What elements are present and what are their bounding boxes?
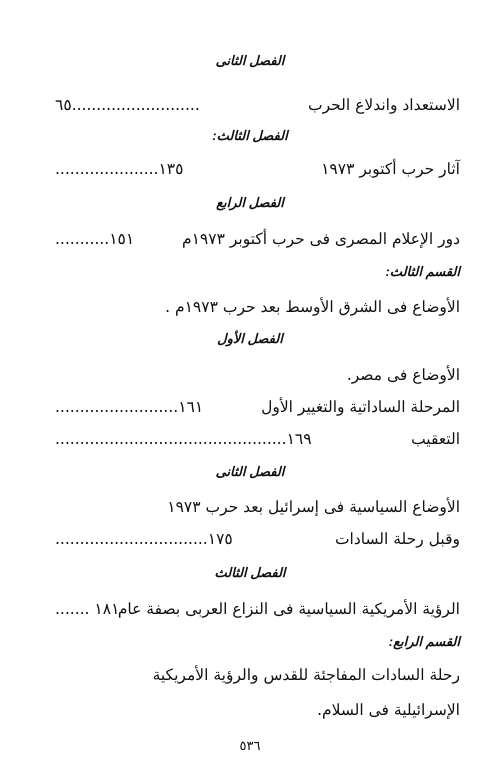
toc-entry bbox=[55, 396, 460, 418]
toc-entry-title: آثار حرب أكتوبر ١٩٧٣ bbox=[321, 160, 460, 178]
toc-entry-title: الرؤية الأمريكية السياسية فى النزاع العربى بصفة عام bbox=[117, 600, 460, 618]
toc-entry bbox=[55, 158, 460, 180]
toc-entry-title: المرحلة الساداتية والتغيير الأول bbox=[261, 398, 460, 416]
toc-entry-title: وقبل رحلة السادات bbox=[334, 530, 460, 548]
chapter-heading: الفصل الثالث: bbox=[212, 128, 288, 143]
toc-line: رحلة السادات المفاجئة للقدس والرؤية الأمريكية bbox=[152, 666, 460, 684]
toc-entry-title: التعقيب bbox=[411, 430, 460, 448]
toc-entry-page: ١٣٥..................... bbox=[55, 160, 184, 178]
toc-entry bbox=[55, 528, 460, 550]
chapter-heading: الفصل الثانى bbox=[215, 464, 285, 479]
toc-entry bbox=[55, 598, 460, 620]
chapter-heading: الفصل الرابع bbox=[216, 195, 284, 210]
toc-line: الأوضاع السياسية فى إسرائيل بعد حرب ١٩٧٣ bbox=[167, 498, 460, 516]
chapter-heading: الفصل الأول bbox=[217, 331, 283, 346]
toc-entry bbox=[55, 228, 460, 250]
toc-entry-page: ١٥١........... bbox=[55, 230, 135, 248]
toc-entry-page: ١٦١......................... bbox=[55, 398, 204, 416]
toc-line: الأوضاع فى الشرق الأوسط بعد حرب ١٩٧٣م . bbox=[165, 298, 460, 316]
toc-entry bbox=[55, 94, 460, 116]
toc-entry-title: دور الإعلام المصرى فى حرب أكتوبر ١٩٧٣م bbox=[181, 230, 460, 248]
chapter-heading: الفصل الثالث bbox=[214, 565, 286, 580]
toc-entry-page: ١٦٩............................................... bbox=[55, 430, 312, 448]
toc-entry-page: ١٧٥............................... bbox=[55, 530, 233, 548]
toc-entry bbox=[55, 428, 460, 450]
toc-entry-page: ..........................٦٥ bbox=[55, 96, 200, 114]
toc-line: الإسرائيلية فى السلام. bbox=[317, 701, 460, 719]
page-number: ٥٣٦ bbox=[239, 739, 261, 754]
chapter-heading: الفصل الثانى bbox=[215, 53, 285, 68]
toc-line: الأوضاع فى مصر. bbox=[346, 366, 460, 384]
toc-entry-page: ١٨١ ....... bbox=[55, 600, 120, 618]
toc-entry-title: الاستعداد واندلاع الحرب bbox=[308, 96, 460, 114]
section-heading: القسم الرابع: bbox=[388, 634, 460, 649]
section-heading: القسم الثالث: bbox=[385, 264, 460, 279]
